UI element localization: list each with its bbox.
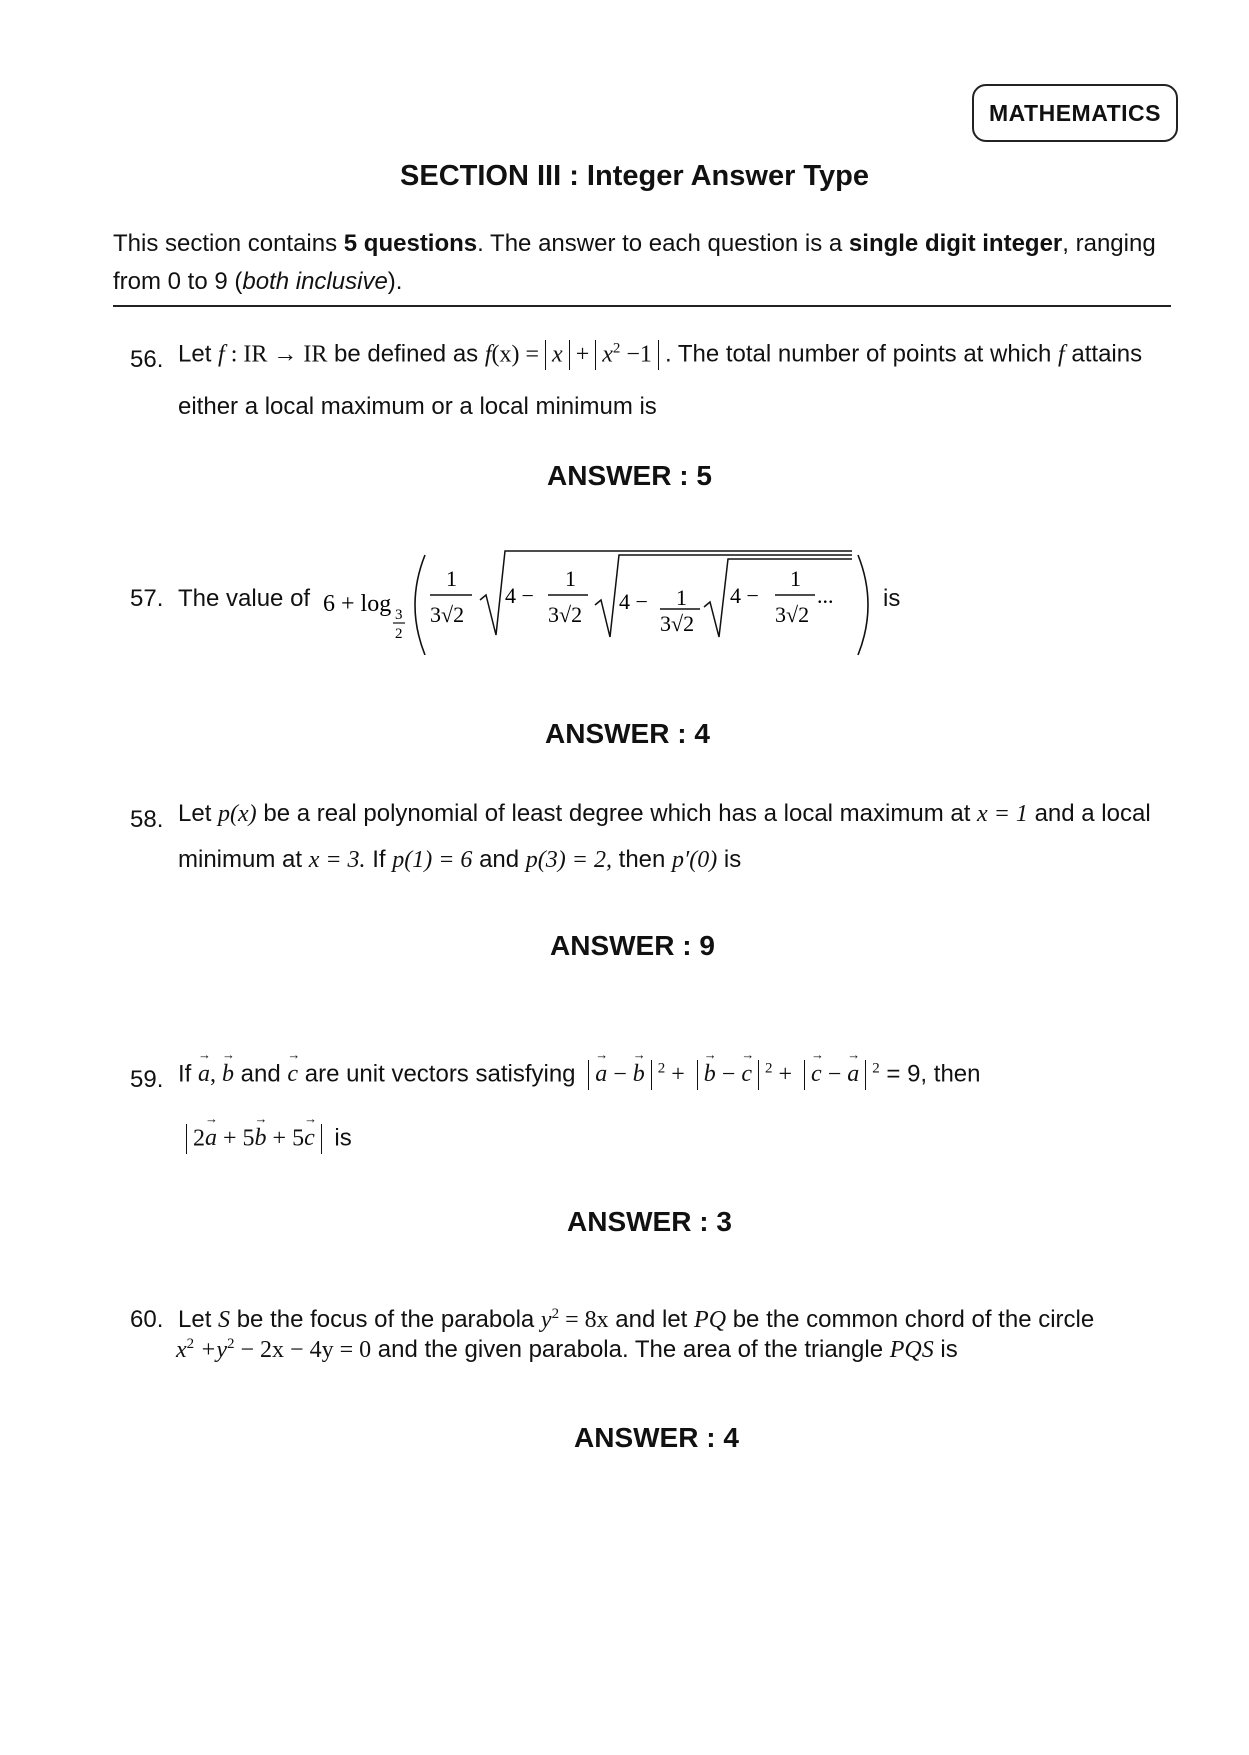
question-60-line1: Let S be the focus of the parabola $y^2 = 8x$ and let PQ be the common chord of the circle xyxy=(178,1306,1095,1333)
text: be the common chord of the circle xyxy=(726,1306,1095,1333)
math: → a xyxy=(198,1061,210,1088)
intro-text: This section contains xyxy=(113,230,344,257)
question-56-line2: either a local maximum or a local minimum is xyxy=(178,393,657,420)
abs-bar xyxy=(186,1124,187,1154)
intro-text: , ranging xyxy=(1062,230,1156,257)
question-57-text: The value of xyxy=(178,585,311,612)
frac-den: 3√2 xyxy=(430,602,465,627)
four-minus: 4 − xyxy=(730,583,759,608)
text: is xyxy=(327,1124,352,1152)
section-instructions xyxy=(113,225,1173,301)
answer-57: ANSWER : 4 xyxy=(545,718,710,749)
text: . The total number of points at which xyxy=(664,340,1059,368)
math: f xyxy=(484,341,492,368)
intro-bold-type: single digit integer xyxy=(848,230,1063,257)
math: : xyxy=(224,341,244,368)
math: → a xyxy=(205,1125,217,1152)
math: → a xyxy=(847,1061,859,1088)
frac-den: 3√2 xyxy=(548,602,583,627)
question-58-line2 xyxy=(178,846,741,874)
intro-bold-count: 5 questions xyxy=(343,230,478,257)
text: be a real polynomial of least degree which has a local maximum at xyxy=(256,800,978,827)
text: and xyxy=(472,846,526,873)
math: PQ xyxy=(694,1307,727,1333)
abs-bar xyxy=(804,1060,805,1090)
math: f xyxy=(1058,341,1065,368)
section-title: SECTION III : Integer Answer Type xyxy=(400,160,869,192)
math: + xyxy=(575,341,590,368)
abs-bar xyxy=(658,340,659,370)
subject-badge: MATHEMATICS xyxy=(972,84,1178,142)
frac-num: 1 xyxy=(676,585,687,610)
math: p′(0) xyxy=(672,847,718,873)
math: → a xyxy=(595,1061,607,1088)
math: y xyxy=(540,1307,552,1333)
text: and let xyxy=(608,1306,695,1333)
math: S xyxy=(218,1307,231,1333)
text: and xyxy=(234,1060,288,1088)
text: are unit vectors satisfying xyxy=(298,1060,583,1088)
answer-59: ANSWER : 3 xyxy=(567,1206,732,1237)
math: → b xyxy=(255,1125,267,1152)
math: → xyxy=(267,341,304,368)
math: → b xyxy=(704,1061,716,1088)
math: p(3) = 2, xyxy=(525,847,612,873)
math: → c xyxy=(741,1061,752,1088)
text: be defined as xyxy=(327,340,485,368)
abs-bar xyxy=(697,1060,698,1090)
text: minimum at xyxy=(178,846,309,873)
math: IR xyxy=(303,341,328,368)
math: (x) = xyxy=(491,341,540,368)
frac-num: 1 xyxy=(446,566,457,591)
frac-num: 1 xyxy=(790,566,801,591)
abs-bar xyxy=(321,1124,322,1154)
math: 2 xyxy=(193,1125,205,1152)
intro-italic: both inclusive xyxy=(242,268,388,295)
answer-56: ANSWER : 5 xyxy=(547,460,712,491)
ellipsis: ... xyxy=(817,583,834,608)
question-57-is: is xyxy=(883,585,901,612)
text: Let xyxy=(178,340,219,368)
log-base-num: 3 xyxy=(395,607,403,623)
question-59-line1: If → a, → b and → c are unit vectors satisfying → a − → b $^2$ + → b − → c $^2$ + → c − → a $^2$ = 9, then xyxy=(178,1060,980,1090)
math: −1 xyxy=(620,341,652,368)
six-plus-log: 6 + log xyxy=(323,591,392,617)
frac-den: 3√2 xyxy=(775,602,810,627)
intro-text: from 0 to 9 ( xyxy=(113,268,243,295)
abs-bar xyxy=(865,1060,866,1090)
math: → c xyxy=(287,1061,298,1088)
abs-bar xyxy=(545,340,546,370)
question-number: 60. xyxy=(130,1306,164,1333)
text: If xyxy=(365,846,393,873)
question-58-line1 xyxy=(178,800,1151,828)
math: → b xyxy=(222,1061,234,1088)
abs-bar xyxy=(651,1060,652,1090)
text: and a local xyxy=(1027,800,1151,827)
math: +y xyxy=(194,1337,228,1363)
math: + 5 xyxy=(217,1125,255,1152)
question-59-line2 xyxy=(180,1124,352,1154)
question-number: 58. xyxy=(130,806,164,833)
intro-text: . The answer to each question is a xyxy=(477,230,849,257)
question-number: 57. xyxy=(130,585,164,612)
text: Let xyxy=(178,1306,219,1333)
frac-num: 1 xyxy=(565,566,576,591)
intro-text: ). xyxy=(387,268,403,295)
answer-60: ANSWER : 4 xyxy=(574,1422,739,1453)
frac-den: 3√2 xyxy=(660,611,695,636)
math: → c xyxy=(811,1061,822,1088)
math: x = 1 xyxy=(977,801,1028,827)
math: PQS xyxy=(889,1337,934,1363)
answer-58: ANSWER : 9 xyxy=(550,930,715,961)
math: = 8x xyxy=(559,1307,609,1333)
question-56-line1 xyxy=(178,340,1142,370)
math: x xyxy=(176,1337,187,1363)
four-minus: 4 − xyxy=(505,583,534,608)
math: p(1) = 6 xyxy=(392,847,473,873)
question-number: 56. xyxy=(130,346,164,373)
math: x = 3. xyxy=(308,847,366,873)
question-57-expression xyxy=(320,545,880,655)
math: p(x) xyxy=(218,801,257,827)
log-base-den: 2 xyxy=(395,626,403,642)
math: → c xyxy=(304,1125,315,1152)
math: 2 xyxy=(612,340,621,357)
math: + 5 xyxy=(266,1125,305,1152)
question-number: 59. xyxy=(130,1066,164,1093)
text: be the focus of the parabola xyxy=(230,1306,541,1333)
abs-bar xyxy=(758,1060,759,1090)
math: f xyxy=(218,341,225,368)
text: attains xyxy=(1064,340,1143,368)
math: − 2x − 4y = 0 xyxy=(234,1337,372,1363)
text: is xyxy=(717,846,742,873)
text: and the given parabola. The area of the triangle xyxy=(371,1336,890,1363)
math: x xyxy=(552,341,563,368)
text: is xyxy=(933,1336,958,1363)
text: Let xyxy=(178,800,219,827)
text: If xyxy=(178,1060,199,1088)
text: then xyxy=(611,846,673,873)
math: x xyxy=(602,341,613,368)
math: IR xyxy=(243,341,268,368)
math: → b xyxy=(633,1061,645,1088)
text: = 9, then xyxy=(879,1060,981,1088)
abs-bar xyxy=(595,340,596,370)
abs-bar xyxy=(569,340,570,370)
abs-bar xyxy=(588,1060,589,1090)
question-60-line2: $x^2 +y^2 - 2x - 4y = 0$ and the given parabola. The area of the triangle PQS is xyxy=(176,1336,958,1363)
four-minus: 4 − xyxy=(619,589,648,614)
divider-line xyxy=(113,305,1171,307)
